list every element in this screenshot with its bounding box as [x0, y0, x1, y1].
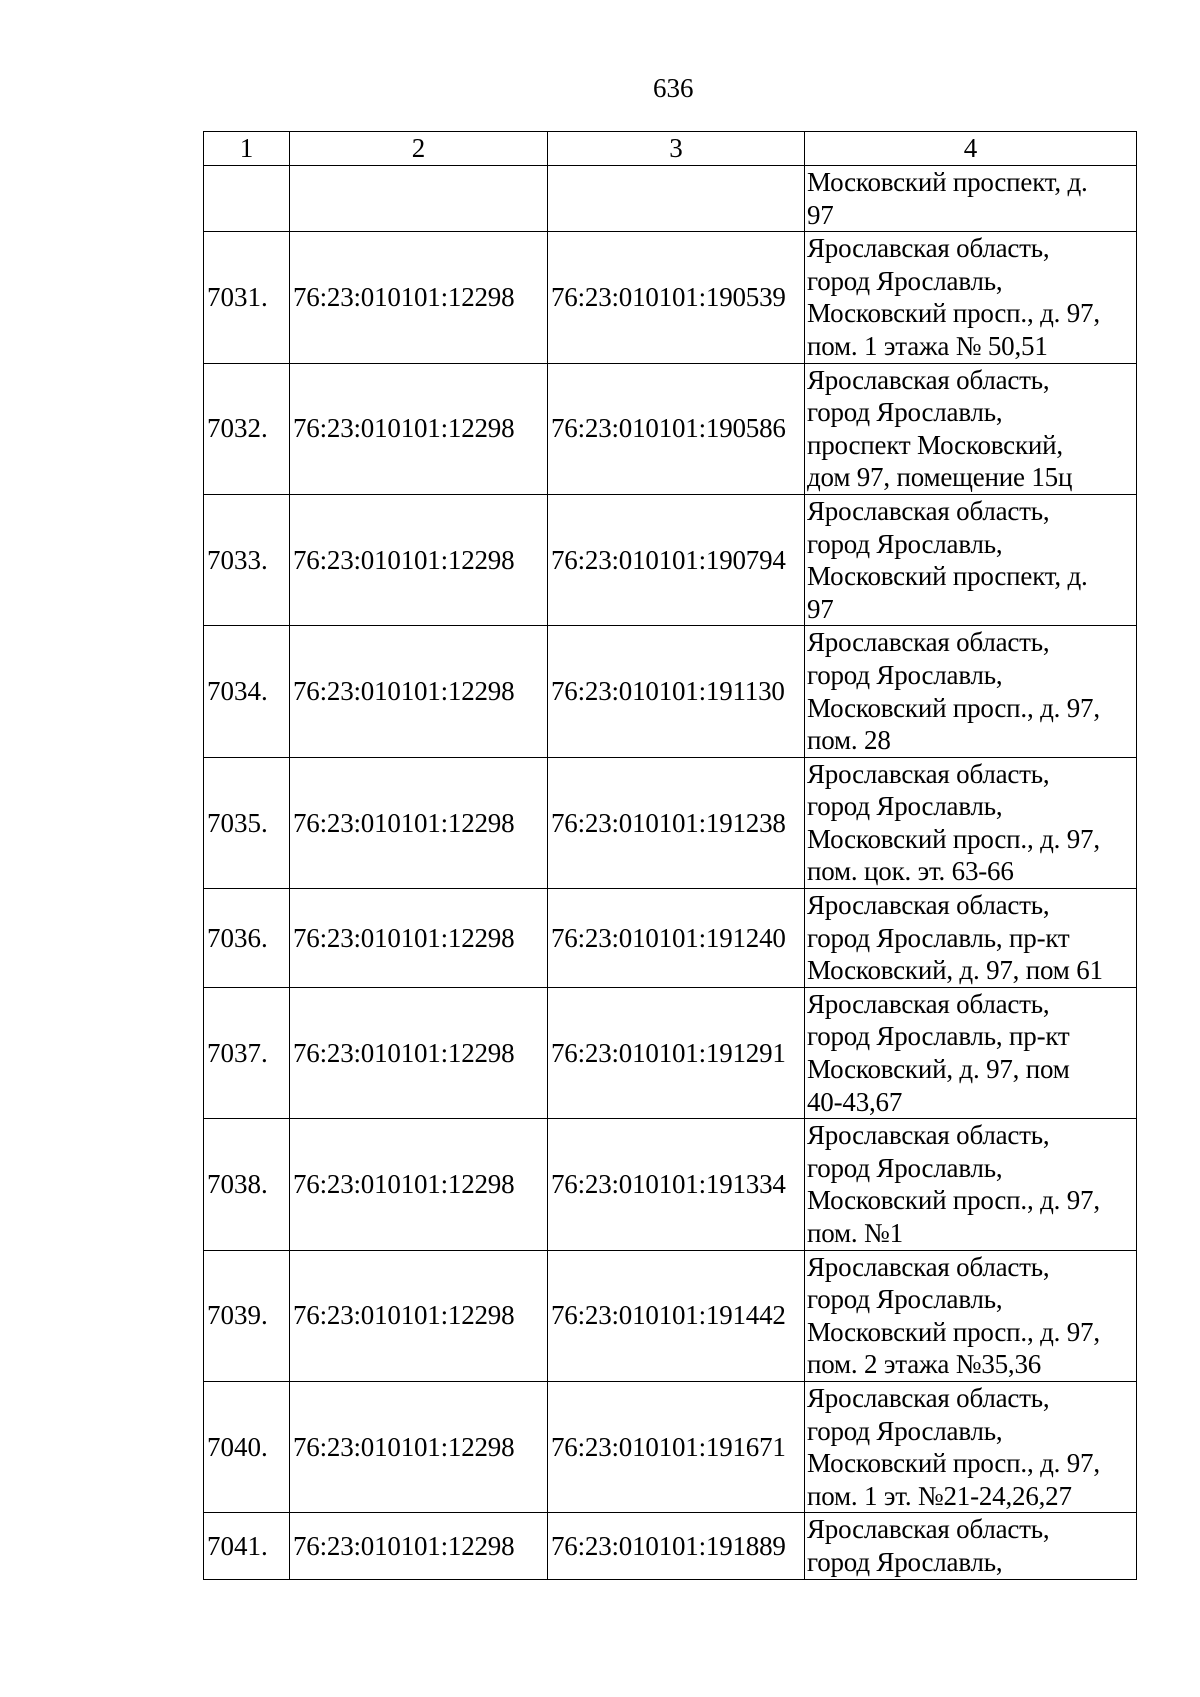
address-line: пом. 1 эт. №21-24,26,27: [807, 1480, 1072, 1511]
address-line: город Ярославль,: [807, 397, 1003, 428]
parcel-cadastral-number: 76:23:010101:12298: [290, 987, 548, 1118]
parcel-cadastral-number: 76:23:010101:12298: [290, 757, 548, 888]
object-cadastral-number: [548, 166, 805, 232]
parcel-cadastral-number: [290, 166, 548, 232]
address-line: город Ярославль,: [807, 1546, 1003, 1577]
object-cadastral-number: 76:23:010101:190794: [548, 494, 805, 625]
address-cell: [805, 232, 1137, 363]
table-row: [204, 889, 1137, 988]
table-row: [204, 363, 1137, 494]
header-row: [204, 132, 1137, 166]
parcel-cadastral-number: 76:23:010101:12298: [290, 232, 548, 363]
address-cell: [805, 494, 1137, 625]
address-line: Московский проспект, д.: [807, 561, 1088, 592]
address-line: Ярославская область,: [807, 233, 1050, 264]
table-row: [204, 1119, 1137, 1250]
address-line: Ярославская область,: [807, 758, 1050, 789]
address-line: Ярославская область,: [807, 1514, 1050, 1545]
address-line: Московский просп., д. 97,: [807, 1448, 1100, 1479]
address-line: Ярославская область,: [807, 988, 1050, 1019]
address-cell: [805, 166, 1137, 232]
registry-table: [203, 131, 1137, 1580]
address-cell: [805, 363, 1137, 494]
table-row: [204, 232, 1137, 363]
row-number: 7033.: [204, 494, 290, 625]
address-line: Московский просп., д. 97,: [807, 692, 1100, 723]
parcel-cadastral-number: 76:23:010101:12298: [290, 889, 548, 988]
row-number: 7035.: [204, 757, 290, 888]
table-row: [204, 757, 1137, 888]
table-row: [204, 626, 1137, 757]
address-line: пом. цок. эт. 63-66: [807, 856, 1014, 887]
object-cadastral-number: 76:23:010101:191238: [548, 757, 805, 888]
row-number: 7040.: [204, 1381, 290, 1512]
address-cell: [805, 1381, 1137, 1512]
parcel-cadastral-number: 76:23:010101:12298: [290, 1513, 548, 1579]
object-cadastral-number: 76:23:010101:190539: [548, 232, 805, 363]
address-cell: [805, 626, 1137, 757]
address-line: пом. №1: [807, 1218, 903, 1248]
address-line: Московский, д. 97, пом 61: [807, 955, 1103, 986]
address-line: город Ярославль,: [807, 791, 1003, 822]
address-line: город Ярославль,: [807, 1284, 1003, 1315]
address-line: Ярославская область,: [807, 1382, 1050, 1413]
address-line: проспект Московский,: [807, 429, 1063, 460]
row-number: 7037.: [204, 987, 290, 1118]
parcel-cadastral-number: 76:23:010101:12298: [290, 494, 548, 625]
page-number-area: [0, 70, 1200, 106]
object-cadastral-number: 76:23:010101:191442: [548, 1250, 805, 1381]
row-number: 7036.: [204, 889, 290, 988]
table-body: [204, 166, 1137, 1580]
table-row: [204, 166, 1137, 232]
row-number: [204, 166, 290, 232]
object-cadastral-number: 76:23:010101:191334: [548, 1119, 805, 1250]
address-line: Ярославская область,: [807, 1120, 1050, 1151]
address-line: Московский просп., д. 97,: [807, 298, 1100, 329]
address-line: Московский, д. 97, пом: [807, 1054, 1070, 1085]
address-line: дом 97, помещение 15ц: [807, 462, 1073, 493]
address-line: город Ярославль,: [807, 528, 1003, 559]
object-cadastral-number: 76:23:010101:190586: [548, 363, 805, 494]
parcel-cadastral-number: 76:23:010101:12298: [290, 626, 548, 757]
address-cell: [805, 1119, 1137, 1250]
address-line: 40-43,67: [807, 1086, 903, 1117]
table-row: [204, 494, 1137, 625]
parcel-cadastral-number: 76:23:010101:12298: [290, 1119, 548, 1250]
column-header-1: 1: [204, 132, 290, 166]
column-header-3: 3: [548, 132, 805, 166]
column-header-4: 4: [805, 132, 1137, 166]
address-cell: [805, 889, 1137, 988]
object-cadastral-number: 76:23:010101:191291: [548, 987, 805, 1118]
address-line: Ярославская область,: [807, 495, 1050, 526]
address-cell: [805, 987, 1137, 1118]
address-line: город Ярославль,: [807, 265, 1003, 296]
address-line: город Ярославль,: [807, 1152, 1003, 1183]
address-line: Московский проспект, д.: [807, 167, 1088, 197]
address-line: город Ярославль,: [807, 659, 1003, 690]
address-cell: [805, 1513, 1137, 1579]
table-row: [204, 1250, 1137, 1381]
parcel-cadastral-number: 76:23:010101:12298: [290, 1381, 548, 1512]
page-number: 636: [653, 73, 694, 103]
column-header-2: 2: [290, 132, 548, 166]
address-line: Ярославская область,: [807, 1251, 1050, 1282]
object-cadastral-number: 76:23:010101:191889: [548, 1513, 805, 1579]
address-line: Ярославская область,: [807, 627, 1050, 658]
address-line: пом. 2 этажа №35,36: [807, 1349, 1042, 1380]
object-cadastral-number: 76:23:010101:191130: [548, 626, 805, 757]
table-row: [204, 987, 1137, 1118]
parcel-cadastral-number: 76:23:010101:12298: [290, 1250, 548, 1381]
table-row: [204, 1381, 1137, 1512]
address-cell: [805, 1250, 1137, 1381]
address-line: 97: [807, 199, 834, 230]
address-line: пом. 28: [807, 725, 891, 756]
address-line: Московский просп., д. 97,: [807, 1185, 1100, 1216]
row-number: 7041.: [204, 1513, 290, 1579]
address-line: пом. 1 этажа № 50,51: [807, 330, 1048, 361]
row-number: 7031.: [204, 232, 290, 363]
object-cadastral-number: 76:23:010101:191240: [548, 889, 805, 988]
address-line: Московский просп., д. 97,: [807, 823, 1100, 854]
address-line: Ярославская область,: [807, 364, 1050, 395]
object-cadastral-number: 76:23:010101:191671: [548, 1381, 805, 1512]
address-line: 97: [807, 593, 834, 624]
address-line: Ярославская область,: [807, 890, 1050, 921]
address-cell: [805, 757, 1137, 888]
address-line: Московский просп., д. 97,: [807, 1316, 1100, 1347]
address-line: город Ярославль,: [807, 1415, 1003, 1446]
row-number: 7039.: [204, 1250, 290, 1381]
row-number: 7038.: [204, 1119, 290, 1250]
row-number: 7032.: [204, 363, 290, 494]
address-line: город Ярославль, пр-кт: [807, 1021, 1070, 1052]
table-row: [204, 1513, 1137, 1579]
address-line: город Ярославль, пр-кт: [807, 922, 1070, 953]
parcel-cadastral-number: 76:23:010101:12298: [290, 363, 548, 494]
row-number: 7034.: [204, 626, 290, 757]
